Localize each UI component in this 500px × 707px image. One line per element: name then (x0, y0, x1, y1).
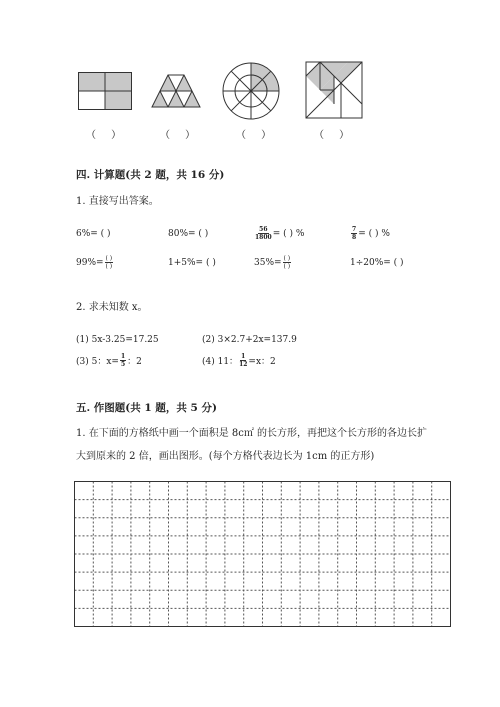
section5-q1-line1: 1. 在下面的方格纸中画一个面积是 8c㎡ 的长方形，再把这个长方形的各边长扩 (76, 428, 428, 439)
fraction-1-12: $\frac{1}{12}$ (239, 353, 248, 368)
section5-title: 五. 作图题(共 1 题，共 5 分) (76, 402, 217, 414)
equation-3: (3) 5：x= $\frac{1}{5}$ ：2 (76, 353, 142, 368)
equation-2: (2) 3×2.7+2x=137.9 (202, 335, 297, 345)
calc-6-percent: 6%= ( ) (76, 229, 111, 239)
calc-1-div-20-percent: 1÷20%= ( ) (350, 258, 404, 268)
calc-35-percent: 35%= $\frac{( )}{( )}$ (254, 255, 291, 270)
calc-80-percent: 80%= ( ) (168, 229, 209, 239)
fraction-56-1800: $\frac{56}{1800}$ (255, 226, 272, 241)
fraction-1-5: $\frac{1}{5}$ (120, 353, 126, 368)
figure-tangram (305, 61, 363, 119)
q2-prompt: 2. 求未知数 x。 (76, 302, 148, 313)
equation-1: (1) 5x-3.25=17.25 (76, 335, 159, 345)
q1-prompt: 1. 直接写出答案。 (76, 196, 159, 207)
figure3-answer[interactable]: （ ） (236, 130, 278, 141)
figure4-answer[interactable]: （ ） (314, 130, 356, 141)
calc-99-percent: 99%= $\frac{( )}{( )}$ (76, 255, 113, 270)
fraction-blank[interactable]: $\frac{( )}{( )}$ (105, 255, 113, 270)
section5-q1-line2: 大到原来的 2 倍，画出图形。(每个方格代表边长为 1cm 的正方形) (76, 451, 375, 462)
calc-56-over-1800: $\frac{56}{1800}$ = ( ) % (255, 226, 305, 241)
figure-rectangle (78, 72, 132, 110)
figure-circle (221, 61, 281, 121)
calc-1-plus-5-percent: 1+5%= ( ) (168, 258, 216, 268)
figure1-answer[interactable]: （ ） (86, 130, 128, 141)
fraction-7-8: $\frac{7}{8}$ (352, 226, 357, 241)
fraction-blank[interactable]: $\frac{( )}{( )}$ (283, 255, 291, 270)
equation-4: (4) 11： $\frac{1}{12}$ =x：2 (202, 353, 276, 368)
figure-trapezoid (151, 74, 203, 108)
figure2-answer[interactable]: （ ） (160, 130, 202, 141)
calc-7-over-8: $\frac{7}{8}$ = ( ) % (352, 226, 390, 241)
grid-paper[interactable] (74, 481, 451, 627)
section4-title: 四. 计算题(共 2 题，共 16 分) (76, 169, 225, 181)
